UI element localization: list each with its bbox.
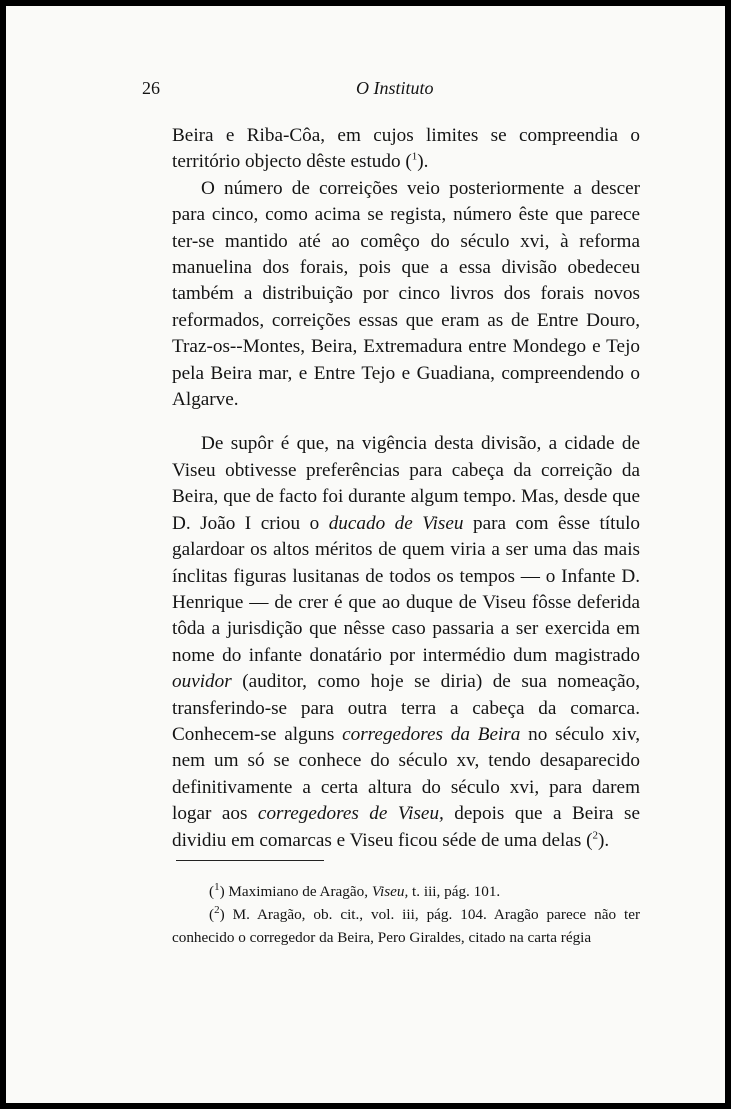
running-title: O Instituto	[356, 78, 434, 98]
paragraph-continued: Beira e Riba-Côa, em cujos limites se compreendia o território objecto dêste estudo ($^1$).	[172, 125, 640, 173]
paragraph-viseu: De supôr é que, na vigência desta divisão, a cidade de Viseu obtivesse preferências para cabeça da correição da Beira, que de facto foi durante algum tempo. Mas, desde que D. João I criou o ducado de Viseu para com êsse título galardoar os altos méritos de quem viria a ser uma das mais ínclitas figuras lusitanas de todos os tempos — o Infante D. Henrique — de crer é que ao duque de Viseu fôsse deferida tôda a jurisdição que nêsse caso passaria a ser exercida em nome do infante donatário por intermédio dum magistrado ouvidor (auditor, como hoje se diria) de sua nomeação, transferindo-se para outra terra a cabeça da comarca. Conhecem-se alguns corregedores da Beira no século xiv, nem um só se conhece do século xv, tendo desaparecido definitivamente a certa altura do século xvi, para darem logar aos corregedores de Viseu, depois que a Beira se dividiu em comarcas e Viseu ficou séde de uma delas ($^2$).	[172, 433, 641, 851]
italic-corregedores-de-viseu: corregedores de Viseu,	[257, 803, 444, 825]
italic-ouvidor: ouvidor	[172, 671, 232, 693]
italic-corregedores-da-beira: corregedores da Beira	[342, 723, 521, 745]
footnote-ref-1: 1	[411, 151, 418, 164]
paragraph-correicoes: O número de correições veio posteriormente a descer para cinco, como acima se regista, número êste que parece ter-se mantido até ao comêço do século xvi, à reforma manuelina dos forais, pois que a essa divisão obedeceu também a distribuição por cinco livros dos forais novos reformados, correições essas que eram as de Entre Douro, Traz-os--Montes, Beira, Extremadura entre Mondego e Tejo pela Beira mar, e Entre Tejo e Guadiana, compreendendo o Algarve.	[172, 177, 640, 411]
main-text	[172, 123, 640, 854]
footnote-divider	[176, 860, 324, 861]
footnote-1: ($^1$) Maximiano de Aragão, Viseu, t. iii, pág. 101.	[209, 880, 501, 900]
footnote-ref-2: 2	[592, 829, 598, 842]
page-header	[6, 78, 725, 102]
italic-ducado-de-viseu: ducado de Viseu	[328, 512, 464, 534]
footnotes	[172, 880, 640, 949]
footnote-2: ($^2$) M. Aragão, ob. cit., vol. iii, pág. 104. Aragão parece não ter conhecido o corregedor da Beira, Pero Giraldes, citado na carta régia	[172, 903, 640, 946]
book-page	[6, 6, 725, 1103]
page-number: 26	[142, 78, 160, 98]
